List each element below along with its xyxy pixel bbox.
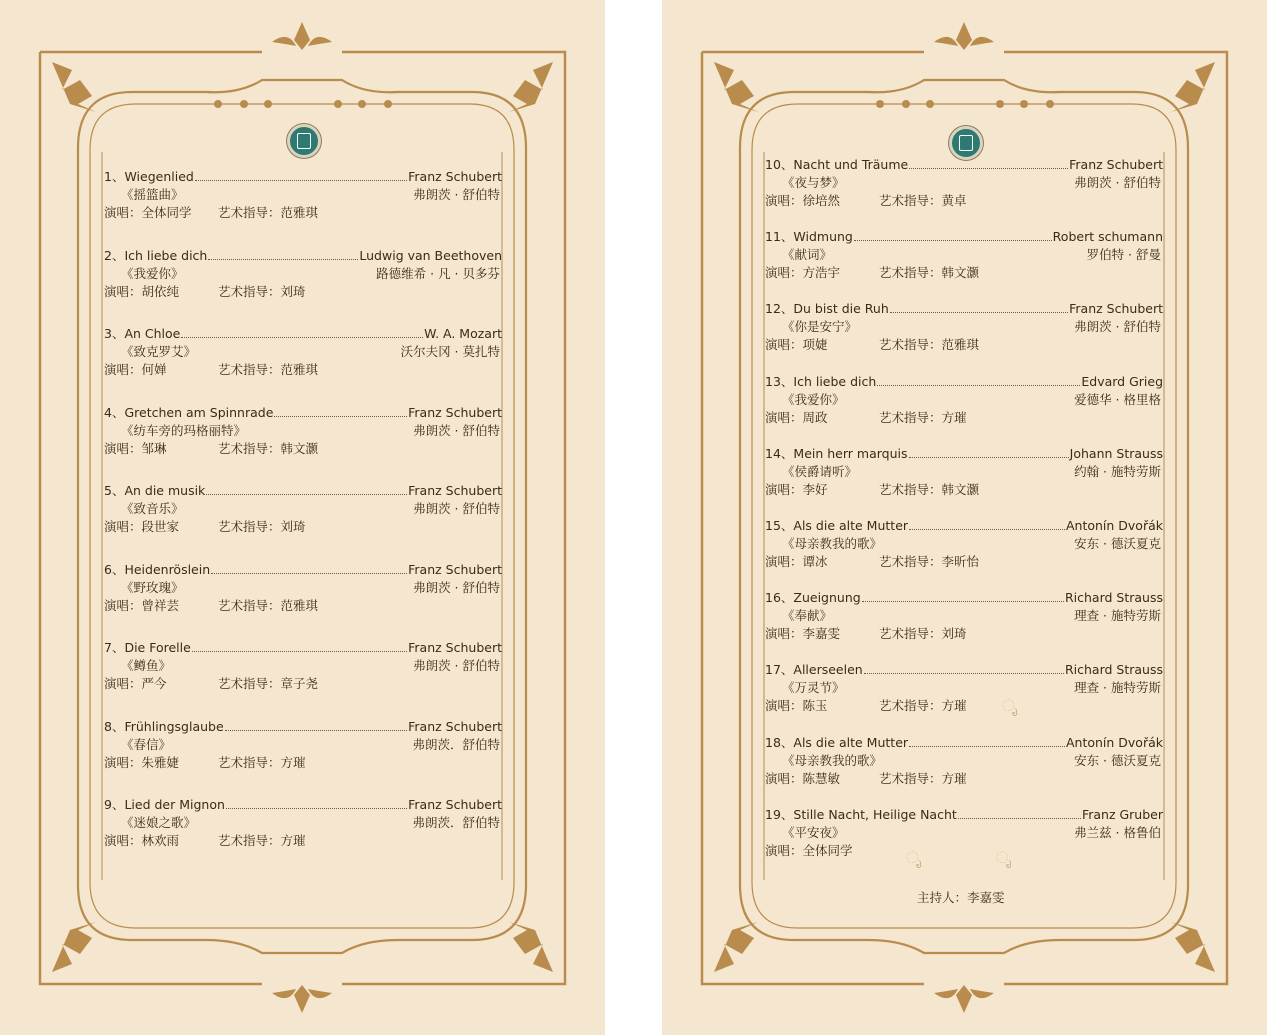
entry-credit-line	[765, 481, 1163, 499]
song-title-chinese: 《迷娘之歌》	[121, 815, 197, 830]
song-title-chinese: 《万灵节》	[782, 680, 845, 696]
entry-chinese-line	[765, 752, 1163, 770]
performer: 演唱：何婵	[104, 362, 167, 377]
entry-title-line	[104, 796, 502, 814]
composer-name-chinese: 安东 · 德沃夏克	[1074, 752, 1161, 768]
composer-name-chinese: 弗朗茨 · 舒伯特	[1074, 319, 1161, 335]
entry-credit-line	[104, 754, 502, 772]
composer-name: W. A. Mozart	[424, 326, 502, 341]
entry-chinese-line	[765, 535, 1163, 553]
entry-title-line	[765, 300, 1163, 318]
dotted-leader	[909, 168, 1068, 169]
program-entry	[765, 661, 1163, 733]
composer-name: Franz Schubert	[408, 404, 502, 420]
composer-name-chinese: 弗朗茨．舒伯特	[412, 815, 500, 830]
composer-name-chinese: 安东 · 德沃夏克	[1074, 535, 1161, 551]
entry-credit-line	[765, 842, 1163, 860]
entry-title-line	[104, 561, 502, 579]
entry-title-line	[765, 517, 1163, 535]
entry-title-line	[765, 589, 1163, 607]
composer-name: Johann Strauss	[1069, 445, 1163, 461]
composer-name: Antonín Dvořák	[1065, 517, 1163, 533]
song-title-chinese: 《奉献》	[782, 608, 833, 624]
song-title: 1、Wiegenlied	[104, 169, 194, 184]
song-title-chinese: 《致音乐》	[121, 501, 184, 516]
performer: 演唱：胡依纯	[104, 283, 180, 299]
school-emblem-icon	[949, 126, 983, 160]
composer-name-chinese: 沃尔夫冈 · 莫扎特	[400, 344, 500, 359]
performer: 演唱：严今	[104, 676, 167, 691]
program-entry	[765, 156, 1163, 228]
entry-title-line	[104, 639, 502, 657]
composer-name: Richard Strauss	[1064, 590, 1163, 606]
art-director: 艺术指导：方璀	[879, 698, 967, 714]
art-director: 艺术指导：章子尧	[218, 676, 319, 691]
entry-chinese-line	[104, 500, 502, 518]
program-entry	[765, 445, 1163, 517]
entry-title-line	[765, 734, 1163, 752]
composer-name-chinese: 爱德华 · 格里格	[1074, 391, 1161, 407]
entry-title-line	[104, 325, 502, 343]
entry-credit-line	[104, 440, 502, 458]
entry-credit-line	[104, 283, 502, 301]
composer-name: Franz Schubert	[408, 169, 502, 184]
program-entry	[765, 806, 1163, 878]
entry-chinese-line	[104, 657, 502, 675]
program-entry	[765, 373, 1163, 445]
composer-name-chinese: 约翰 · 施特劳斯	[1074, 463, 1161, 479]
song-title-chinese: 《鳟鱼》	[121, 658, 172, 673]
art-director: 艺术指导：刘琦	[218, 519, 306, 534]
entry-credit-line	[104, 361, 502, 379]
entry-credit-line	[765, 553, 1163, 571]
performer: 演唱：方浩宇	[765, 265, 841, 281]
composer-name: Franz Schubert	[408, 718, 502, 734]
entry-credit-line	[765, 336, 1163, 354]
composer-name-chinese: 罗伯特 · 舒曼	[1086, 247, 1161, 263]
composer-name-chinese: 理查 · 施特劳斯	[1074, 680, 1161, 696]
song-title: 15、Als die alte Mutter	[765, 517, 909, 533]
program-entry	[104, 482, 502, 561]
entry-chinese-line	[765, 391, 1163, 409]
entry-credit-line	[765, 770, 1163, 788]
entry-credit-line	[104, 518, 502, 536]
art-director: 艺术指导：韩文灏	[218, 440, 319, 456]
song-title: 16、Zueignung	[765, 590, 861, 606]
song-title-chinese: 《致克罗艾》	[121, 344, 197, 359]
composer-name: Richard Strauss	[1064, 662, 1163, 678]
host-credit: 主持人：李嘉雯	[917, 890, 1005, 905]
program-entry	[104, 639, 502, 718]
composer-name-chinese: 弗朗茨 · 舒伯特	[1074, 175, 1161, 190]
entry-title-line	[765, 806, 1163, 824]
dotted-leader	[181, 337, 423, 338]
entry-credit-line	[765, 625, 1163, 643]
art-director: 艺术指导：李昕怡	[879, 553, 980, 569]
song-title-chinese: 《我爱你》	[782, 391, 845, 407]
entry-title-line	[104, 404, 502, 422]
program-entry	[104, 796, 502, 875]
song-title-chinese: 《平安夜》	[782, 824, 845, 840]
entry-chinese-line	[104, 186, 502, 204]
art-director: 艺术指导：黄卓	[879, 193, 967, 208]
program-entry	[104, 325, 502, 404]
program-entry	[104, 718, 502, 797]
entry-credit-line	[765, 409, 1163, 427]
performer: 演唱：朱雅婕	[104, 754, 180, 770]
composer-name-chinese: 弗朗茨 · 舒伯特	[413, 422, 500, 438]
program-entry	[104, 404, 502, 483]
entry-credit-line	[104, 597, 502, 615]
dotted-leader	[862, 601, 1064, 602]
art-director: 艺术指导：范雅琪	[218, 362, 319, 377]
performer: 演唱：全体同学	[104, 205, 192, 220]
dotted-leader	[890, 312, 1068, 313]
program-entry	[765, 589, 1163, 661]
entry-title-line	[765, 228, 1163, 246]
composer-name: Ludwig van Beethoven	[359, 247, 502, 263]
composer-name: Franz Gruber	[1081, 806, 1163, 822]
scroll-flourish-icon: ೃ	[1002, 696, 1018, 715]
entry-chinese-line	[104, 265, 502, 283]
entry-title-line	[104, 247, 502, 265]
performer: 演唱：李好	[765, 481, 828, 497]
song-title-chinese: 《野玫瑰》	[121, 579, 184, 595]
composer-name: Edvard Grieg	[1081, 373, 1163, 389]
song-title: 17、Allerseelen	[765, 662, 863, 678]
song-title: 7、Die Forelle	[104, 640, 191, 655]
song-title-chinese: 《献词》	[782, 247, 833, 263]
song-title-chinese: 《我爱你》	[121, 265, 184, 281]
art-director: 艺术指导：方璀	[218, 754, 306, 770]
entry-chinese-line	[765, 607, 1163, 625]
song-title: 2、Ich liebe dich	[104, 247, 208, 263]
song-title: 13、Ich liebe dich	[765, 373, 877, 389]
performer: 演唱：陈玉	[765, 698, 828, 714]
art-director: 艺术指导：范雅琪	[218, 597, 319, 613]
song-title-chinese: 《母亲教我的歌》	[782, 535, 883, 551]
performer: 演唱：陈慧敏	[765, 770, 841, 786]
performer: 演唱：李嘉雯	[765, 626, 841, 642]
song-title-chinese: 《纺车旁的玛格丽特》	[121, 422, 247, 438]
song-title: 14、Mein herr marquis	[765, 445, 908, 461]
entry-title-line	[765, 156, 1163, 174]
dotted-leader	[958, 818, 1081, 819]
entry-credit-line	[765, 697, 1163, 715]
entry-credit-line	[104, 204, 502, 222]
entry-chinese-line	[104, 343, 502, 361]
program-page-right	[662, 0, 1267, 1035]
composer-name: Franz Schubert	[408, 640, 502, 655]
song-title-chinese: 《摇篮曲》	[121, 187, 184, 202]
dotted-leader	[195, 180, 407, 181]
composer-name: Franz Schubert	[408, 561, 502, 577]
composer-name: Franz Schubert	[1069, 301, 1163, 317]
composer-name: Antonín Dvořák	[1065, 734, 1163, 750]
song-title: 8、Frühlingsglaube	[104, 718, 224, 734]
entry-credit-line	[104, 675, 502, 693]
song-title-chinese: 《春信》	[121, 736, 172, 752]
art-director: 艺术指导：韩文灏	[879, 265, 980, 281]
art-director: 艺术指导：刘琦	[218, 283, 306, 299]
scroll-flourish-icon: ೃ	[906, 848, 922, 867]
composer-name: Franz Schubert	[408, 483, 502, 498]
song-title: 4、Gretchen am Spinnrade	[104, 404, 274, 420]
composer-name: Franz Schubert	[1069, 157, 1163, 172]
program-entry	[765, 517, 1163, 589]
entry-title-line	[104, 482, 502, 500]
art-director: 艺术指导：方璀	[879, 770, 967, 786]
program-entry	[765, 734, 1163, 806]
entry-title-line	[765, 373, 1163, 391]
program-entry	[104, 168, 502, 247]
entry-credit-line	[765, 192, 1163, 210]
program-list-right	[765, 156, 1163, 878]
composer-name-chinese: 弗朗茨 · 舒伯特	[413, 501, 500, 516]
dotted-leader	[206, 494, 407, 495]
composer-name: Franz Schubert	[408, 797, 502, 812]
entry-chinese-line	[104, 814, 502, 832]
dotted-leader	[877, 385, 1080, 386]
performer: 演唱：谭冰	[765, 553, 828, 569]
performer: 演唱：周政	[765, 409, 828, 425]
composer-name-chinese: 弗朗茨 · 舒伯特	[413, 579, 500, 595]
entry-chinese-line	[104, 736, 502, 754]
entry-title-line	[104, 718, 502, 736]
song-title: 6、Heidenröslein	[104, 561, 211, 577]
composer-name-chinese: 弗朗茨 · 舒伯特	[413, 187, 500, 202]
entry-title-line	[104, 168, 502, 186]
program-entry	[765, 228, 1163, 300]
song-title-chinese: 《你是安宁》	[782, 319, 858, 335]
dotted-leader	[864, 673, 1064, 674]
song-title: 12、Du bist die Ruh	[765, 301, 889, 317]
song-title: 10、Nacht und Träume	[765, 157, 909, 172]
performer: 演唱：林欢雨	[104, 833, 180, 848]
performer: 演唱：段世家	[104, 519, 180, 534]
entry-credit-line	[765, 264, 1163, 282]
performer: 演唱：徐培然	[765, 193, 841, 208]
song-title: 9、Lied der Mignon	[104, 797, 225, 812]
song-title: 19、Stille Nacht, Heilige Nacht	[765, 806, 957, 822]
art-director: 艺术指导：范雅琪	[879, 337, 980, 353]
performer: 演唱：邹琳	[104, 440, 167, 456]
entry-chinese-line	[765, 318, 1163, 336]
entry-credit-line	[104, 832, 502, 850]
entry-title-line	[765, 445, 1163, 463]
dotted-leader	[226, 808, 407, 809]
performer: 演唱：曾祥芸	[104, 597, 180, 613]
dotted-leader	[909, 457, 1069, 458]
program-list-left	[104, 168, 502, 875]
art-director: 艺术指导：范雅琪	[218, 205, 319, 220]
scroll-flourish-icon: ೃ	[996, 848, 1012, 867]
composer-name-chinese: 弗朗茨．舒伯特	[412, 736, 500, 752]
song-title-chinese: 《侯爵请听》	[782, 463, 858, 479]
composer-name-chinese: 路德维希 · 凡 · 贝多芬	[376, 265, 500, 281]
entry-title-line	[765, 661, 1163, 679]
performer: 演唱：全体同学	[765, 842, 853, 858]
school-emblem-icon	[287, 124, 321, 158]
entry-chinese-line	[765, 246, 1163, 264]
program-entry	[765, 300, 1163, 372]
dotted-leader	[854, 240, 1052, 241]
composer-name-chinese: 弗兰兹 · 格鲁伯	[1074, 824, 1161, 840]
program-page-left	[0, 0, 605, 1035]
entry-chinese-line	[104, 579, 502, 597]
dotted-leader	[909, 529, 1065, 530]
song-title: 3、An Chloe	[104, 326, 181, 341]
program-entry	[104, 561, 502, 640]
composer-name-chinese: 弗朗茨 · 舒伯特	[413, 658, 500, 673]
art-director: 艺术指导：韩文灏	[879, 481, 980, 497]
composer-name-chinese: 理查 · 施特劳斯	[1074, 608, 1161, 624]
dotted-leader	[274, 416, 407, 417]
song-title: 18、Als die alte Mutter	[765, 734, 909, 750]
dotted-leader	[192, 651, 407, 652]
entry-chinese-line	[765, 174, 1163, 192]
performer: 演唱：项婕	[765, 337, 828, 353]
song-title: 5、An die musik	[104, 483, 206, 498]
art-director: 艺术指导：刘琦	[879, 626, 967, 642]
entry-chinese-line	[104, 422, 502, 440]
song-title: 11、Widmung	[765, 229, 853, 245]
art-director: 艺术指导：方璀	[879, 409, 967, 425]
song-title-chinese: 《母亲教我的歌》	[782, 752, 883, 768]
dotted-leader	[909, 746, 1065, 747]
program-entry	[104, 247, 502, 326]
entry-chinese-line	[765, 679, 1163, 697]
composer-name: Robert schumann	[1052, 229, 1163, 245]
song-title-chinese: 《夜与梦》	[782, 175, 845, 190]
art-director: 艺术指导：方璀	[218, 833, 306, 848]
dotted-leader	[225, 730, 407, 731]
dotted-leader	[208, 259, 358, 260]
dotted-leader	[211, 573, 407, 574]
entry-chinese-line	[765, 463, 1163, 481]
entry-chinese-line	[765, 824, 1163, 842]
